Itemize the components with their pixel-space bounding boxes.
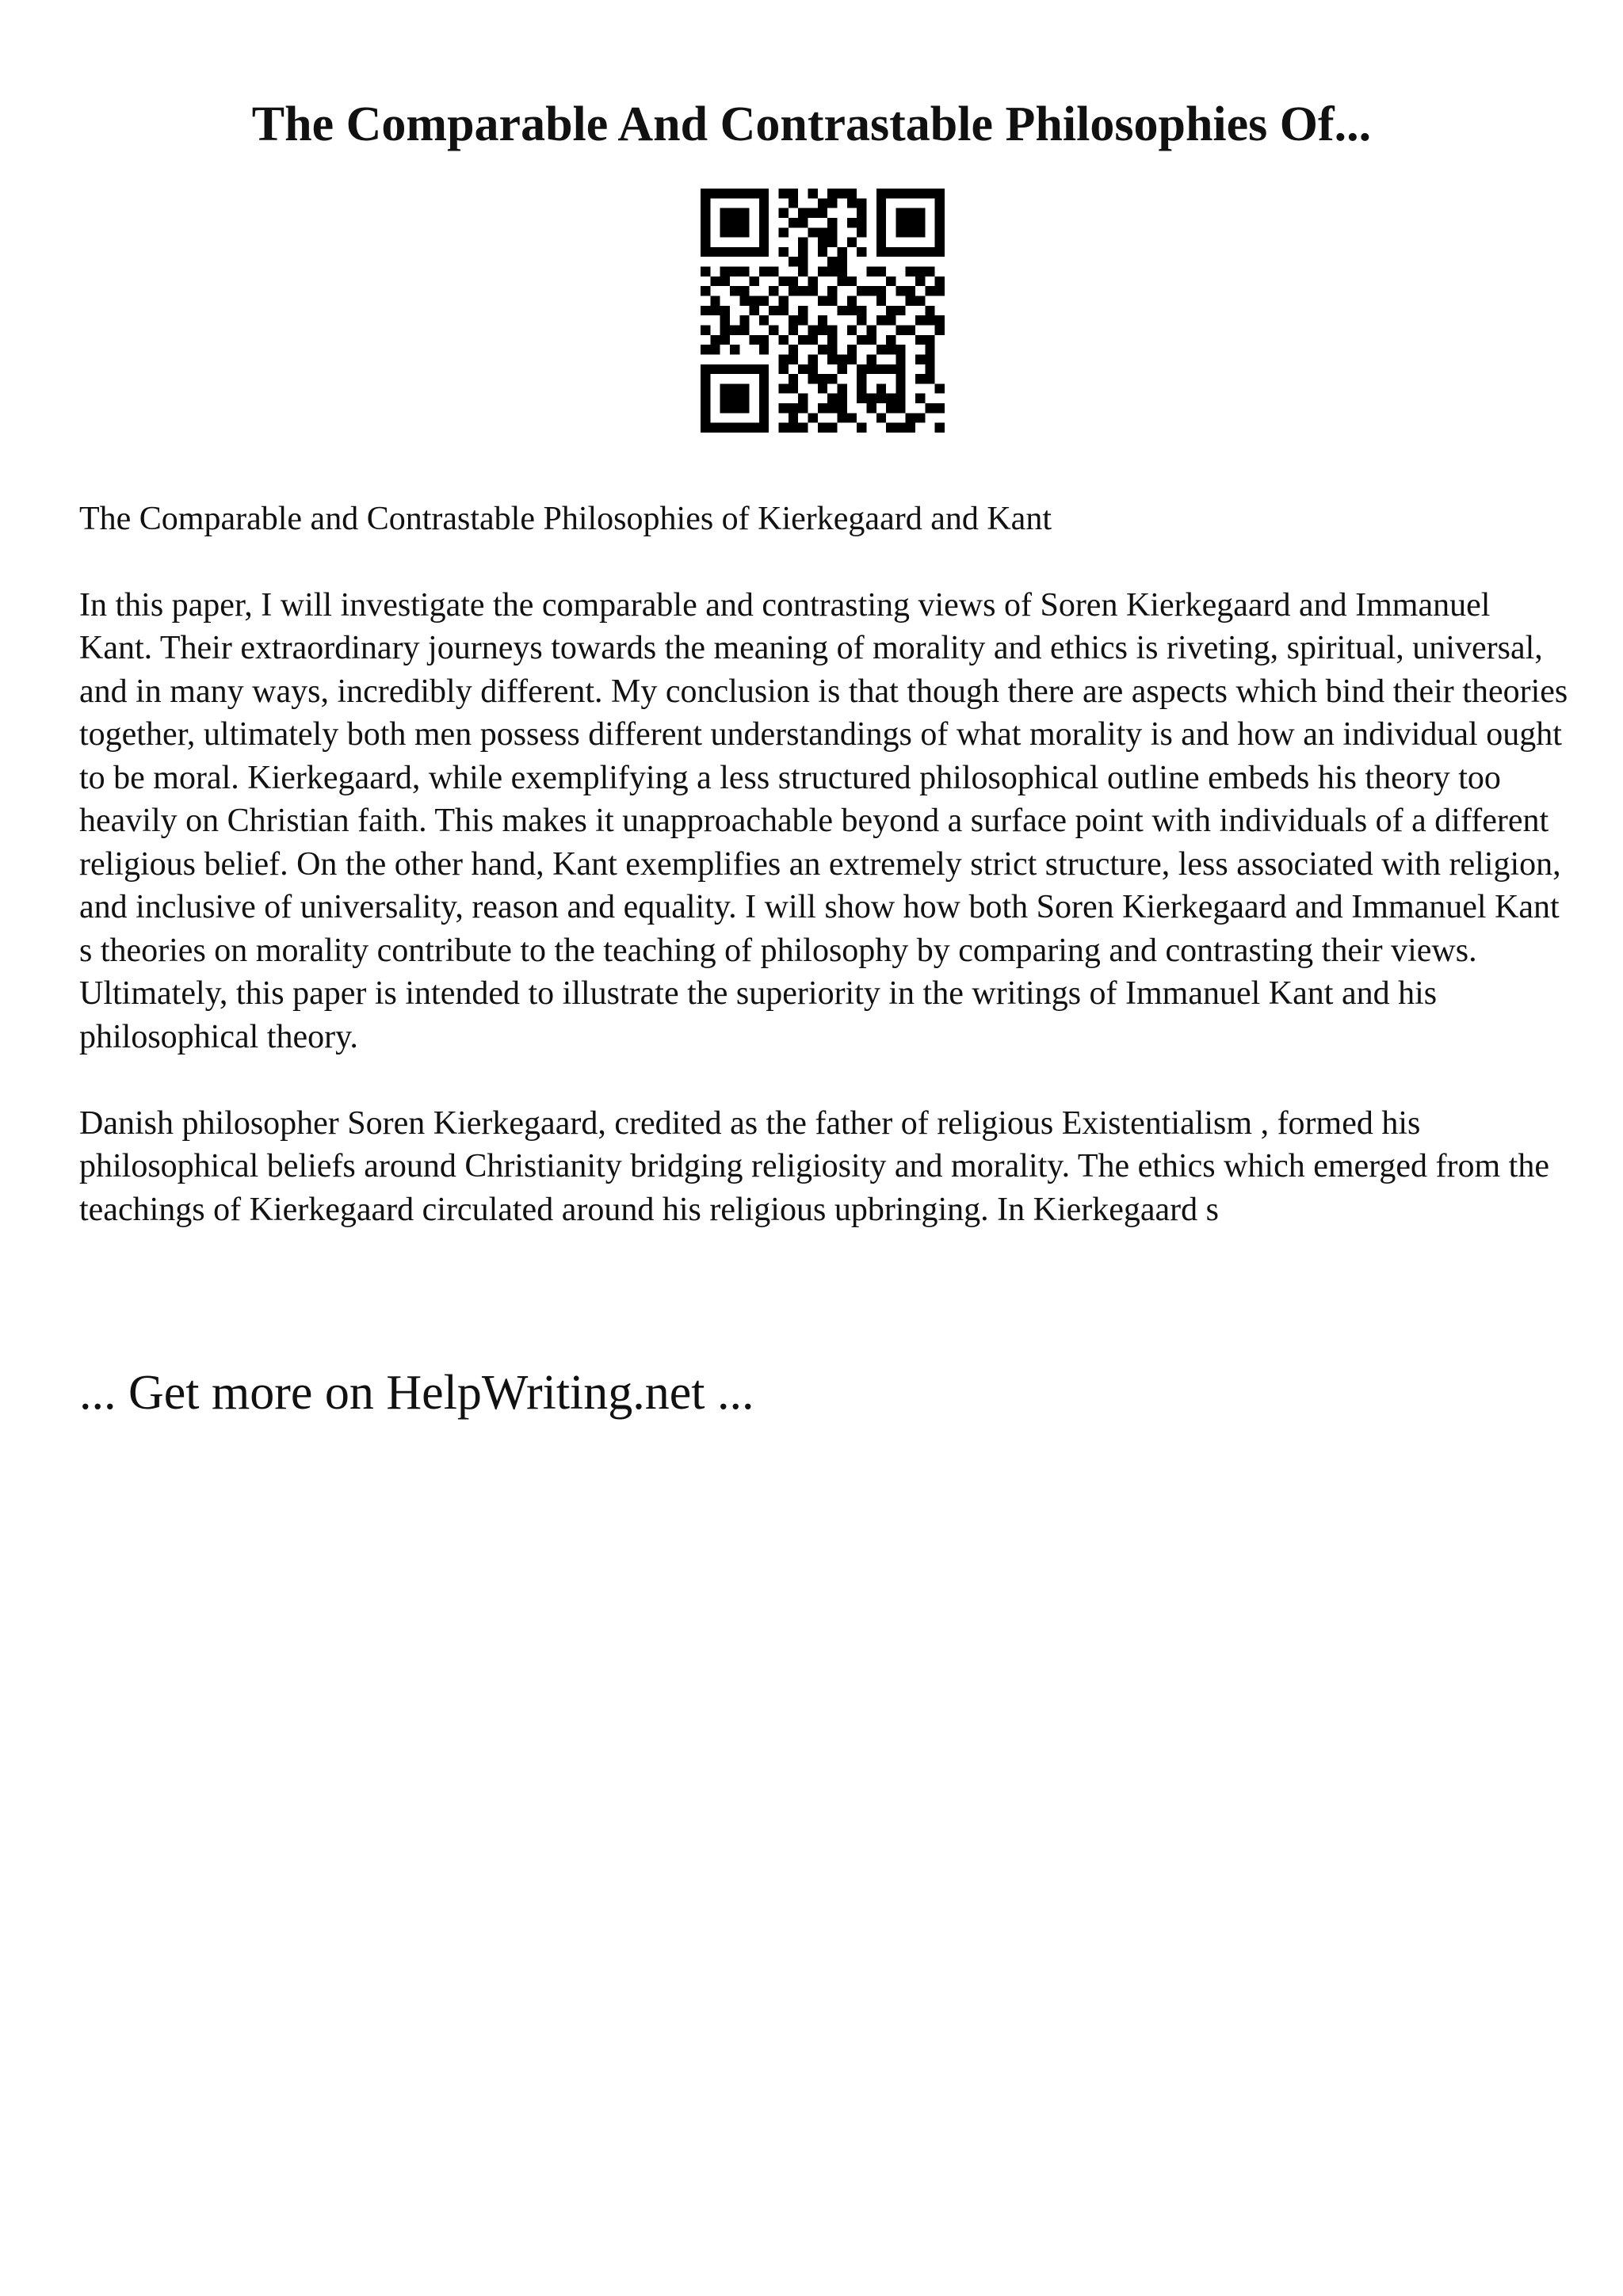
body-paragraph: Danish philosopher Soren Kierkegaard, credited as the father of religious Existentialism , formed his philosophical beliefs around Christianity bridging religiosity and morality. The ethics which emerged from the teachings of Kierkegaard circulated around his religious upbringing. In Kierkegaard s [79, 1104, 1549, 1228]
qr-code-icon [701, 189, 945, 433]
document-body [79, 498, 1569, 1275]
document-title: The Comparable And Contrastable Philosophies Of... [251, 97, 1372, 151]
body-paragraph: In this paper, I will investigate the comparable and contrasting views of Soren Kierkegaard and Immanuel Kant. Their extraordinary journeys towards the meaning of morality and ethics is riveting, spiritual, universal, and in many ways, incredibly different. My conclusion is that though there are aspects which bind their theories together, ultimately both men possess different understandings of what morality is and how an individual ought to be moral. Kierkegaard, while exemplifying a less structured philosophical outline embeds his theory too heavily on Christian faith. This makes it unapproachable beyond a surface point with individuals of a different religious belief. On the other hand, Kant exemplifies an extremely strict structure, less associated with religion, and inclusive of universality, reason and equality. I will show how both Soren Kierkegaard and Immanuel Kant s theories on morality contribute to the teaching of philosophy by comparing and contrasting their views. Ultimately, this paper is intended to illustrate the superiority in the writings of Immanuel Kant and his philosophical theory. [79, 586, 1568, 1055]
get-more-link[interactable]: ... Get more on HelpWriting.net ... [79, 1366, 754, 1420]
document-subtitle: The Comparable and Contrastable Philosophies of Kierkegaard and Kant [79, 501, 1052, 537]
qr-code-graphic [701, 189, 945, 433]
